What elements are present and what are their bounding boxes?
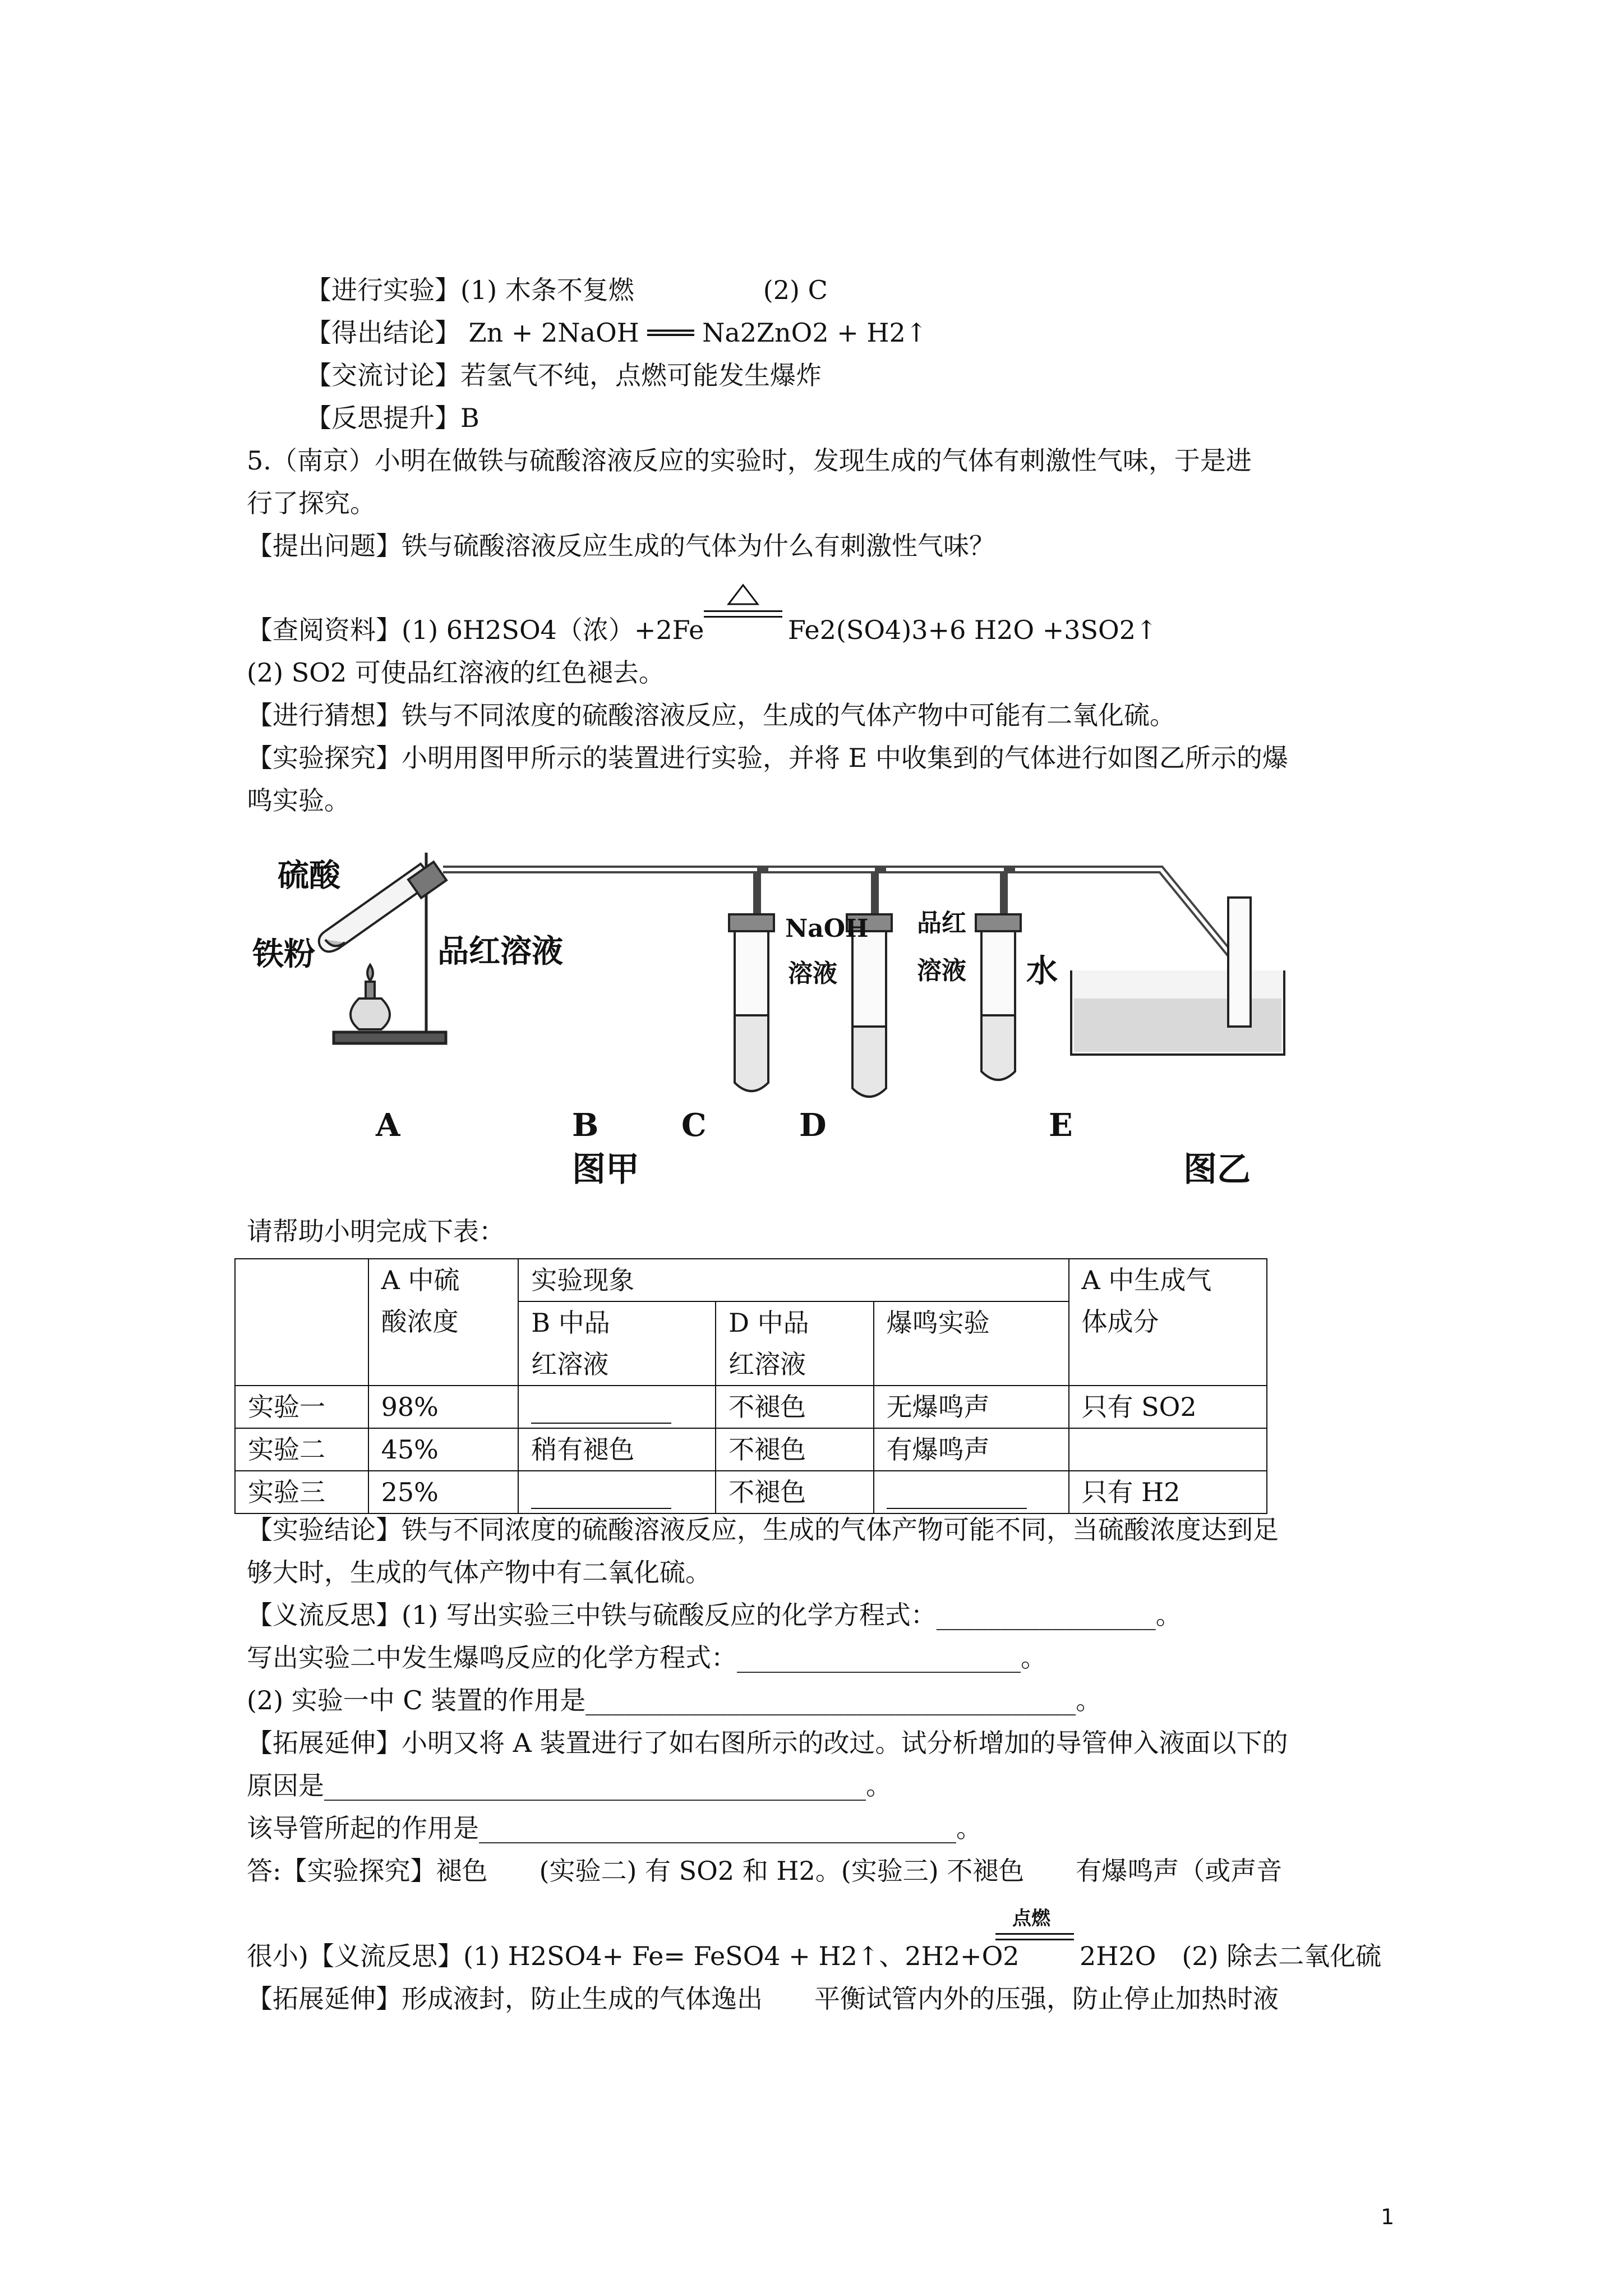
question-5-line-2: 行了探究。 xyxy=(247,488,376,518)
row-d: 不褪色 xyxy=(716,1471,874,1513)
answer-line-experiment: 【进行实验】(1) 木条不复燃 (2) C xyxy=(306,275,828,305)
reflection-q1b: 写出实验二中发生爆鸣反应的化学方程式：______________________。 xyxy=(247,1642,1046,1673)
header-concentration: A 中硫 酸浓度 xyxy=(368,1259,519,1386)
table-corner-cell xyxy=(235,1259,368,1386)
row-concentration: 45% xyxy=(368,1428,519,1471)
results-table xyxy=(234,1258,1267,1514)
letter-e: E xyxy=(1049,1107,1073,1144)
answer-line-2-tail: 2H2O (2) 除去二氧化硫 xyxy=(1080,1941,1382,1971)
raise-question: 【提出问题】铁与硫酸溶液反应生成的气体为什么有刺激性气味？ xyxy=(247,531,995,561)
experiment-line-2: 鸣实验。 xyxy=(247,785,350,816)
header-phenomena: 实验现象 xyxy=(518,1259,1068,1301)
letter-b: B xyxy=(572,1107,599,1144)
page-number: 1 xyxy=(1381,2205,1395,2229)
label-iron-powder: 铁粉 xyxy=(252,936,315,973)
reflection-q1: 【义流反思】(1) 写出实验三中铁与硫酸反应的化学方程式：_________________。 xyxy=(247,1600,1182,1630)
row-pop-blank[interactable] xyxy=(874,1471,1069,1513)
extension-line-2: 原因是__________________________________________。 xyxy=(247,1770,892,1801)
header-d-solution: D 中品 红溶液 xyxy=(716,1301,874,1386)
row-b-blank[interactable] xyxy=(518,1386,716,1428)
row-b-blank[interactable] xyxy=(518,1471,716,1513)
row-name: 实验一 xyxy=(235,1386,368,1428)
reference-line-1: 【查阅资料】(1) 6H2SO4（浓）+2Fe xyxy=(247,615,704,645)
answer-line-1: 答:【实验探究】褪色 (实验二) 有 SO2 和 H2。(实验三) 不褪色 有爆鸣声（或声音 xyxy=(247,1856,1283,1886)
water-trough-e xyxy=(1071,898,1284,1055)
row-pop: 无爆鸣声 xyxy=(874,1386,1069,1428)
ignite-condition: 点燃 xyxy=(1012,1907,1050,1930)
label-sulfuric-acid: 硫酸 xyxy=(278,857,340,894)
table-row xyxy=(235,1471,1267,1513)
extension-line-1: 【拓展延伸】小明又将 A 装置进行了如右图所示的改过。试分析增加的导管伸入液面以下的 xyxy=(247,1728,1288,1758)
answer-line-3: 【拓展延伸】形成液封，防止生成的气体逸出 平衡试管内外的压强，防止停止加热时液 xyxy=(247,1984,1279,2014)
label-water: 水 xyxy=(1026,953,1058,990)
test-tube-d xyxy=(976,914,1021,1080)
answer-line-conclusion: 【得出结论】 Zn + 2NaOH ═══ Na2ZnO2 + H2↑ xyxy=(306,318,928,348)
reference-line-2: (2) SO2 可使品红溶液的红色褪去。 xyxy=(247,657,665,688)
answer-line-reflection: 【反思提升】B xyxy=(306,403,479,433)
row-concentration: 98% xyxy=(368,1386,519,1428)
label-pinkred-d-2: 溶液 xyxy=(917,956,966,985)
row-d: 不褪色 xyxy=(716,1428,874,1471)
alcohol-lamp-a xyxy=(351,965,390,1029)
caption-figure-a: 图甲 xyxy=(572,1150,639,1189)
row-b: 稍有褪色 xyxy=(518,1428,716,1471)
table-row xyxy=(235,1386,1267,1428)
label-naoh-1: NaOH xyxy=(785,914,869,943)
label-pinkred-d-1: 品红 xyxy=(917,909,966,937)
row-name: 实验二 xyxy=(235,1428,368,1471)
row-name: 实验三 xyxy=(235,1471,368,1513)
caption-figure-b: 图乙 xyxy=(1183,1150,1251,1189)
answer-line-discussion: 【交流讨论】若氢气不纯，点燃可能发生爆炸 xyxy=(306,360,822,390)
hypothesis: 【进行猜想】铁与不同浓度的硫酸溶液反应，生成的气体产物中可能有二氧化硫。 xyxy=(247,700,1175,730)
table-intro: 请帮助小明完成下表： xyxy=(247,1216,505,1246)
letter-d: D xyxy=(799,1107,827,1144)
letter-c: C xyxy=(681,1107,707,1144)
row-gas: 只有 H2 xyxy=(1069,1471,1267,1513)
answer-line-2: 很小)【义流反思】(1) H2SO4+ Fe= FeSO4 + H2↑、2H2+O2 xyxy=(247,1941,1020,1971)
conclusion-line-2: 够大时，生成的气体产物中有二氧化硫。 xyxy=(247,1557,711,1588)
experiment-line-1: 【实验探究】小明用图甲所示的装置进行实验，并将 E 中收集到的气体进行如图乙所示的爆 xyxy=(247,743,1288,773)
header-b-solution: B 中品 红溶液 xyxy=(518,1301,716,1386)
apparatus-figure xyxy=(241,830,1295,1195)
header-gas-composition: A 中生成气 体成分 xyxy=(1069,1259,1267,1386)
heat-triangle-icon xyxy=(726,583,760,606)
header-pop-test: 爆鸣实验 xyxy=(874,1301,1069,1386)
equation-double-bar-bottom xyxy=(704,616,782,618)
question-5-line-1: 5.（南京）小明在做铁与硫酸溶液反应的实验时，发现生成的气体有刺激性气味，于是进 xyxy=(247,445,1252,476)
row-gas: 只有 SO2 xyxy=(1069,1386,1267,1428)
table-row xyxy=(235,1428,1267,1471)
row-gas-blank[interactable] xyxy=(1069,1428,1267,1471)
row-concentration: 25% xyxy=(368,1471,519,1513)
ignite-double-bar-top xyxy=(995,1933,1074,1935)
label-pinkred-b: 品红溶液 xyxy=(437,933,563,970)
conclusion-line-1: 【实验结论】铁与不同浓度的硫酸溶液反应，生成的气体产物可能不同，当硫酸浓度达到足 xyxy=(247,1515,1279,1545)
test-tube-b xyxy=(729,914,774,1091)
row-pop: 有爆鸣声 xyxy=(874,1428,1069,1471)
reference-equation-products: Fe2(SO4)3+6 H2O +3SO2↑ xyxy=(788,615,1158,645)
row-d: 不褪色 xyxy=(716,1386,874,1428)
reflection-q2: (2) 实验一中 C 装置的作用是______________________________________。 xyxy=(247,1685,1102,1715)
equation-double-bar-top xyxy=(704,610,782,612)
ignite-double-bar-bottom xyxy=(995,1939,1074,1940)
extension-line-3: 该导管所起的作用是_____________________________________。 xyxy=(247,1813,982,1843)
label-naoh-2: 溶液 xyxy=(788,959,837,988)
letter-a: A xyxy=(376,1107,400,1144)
